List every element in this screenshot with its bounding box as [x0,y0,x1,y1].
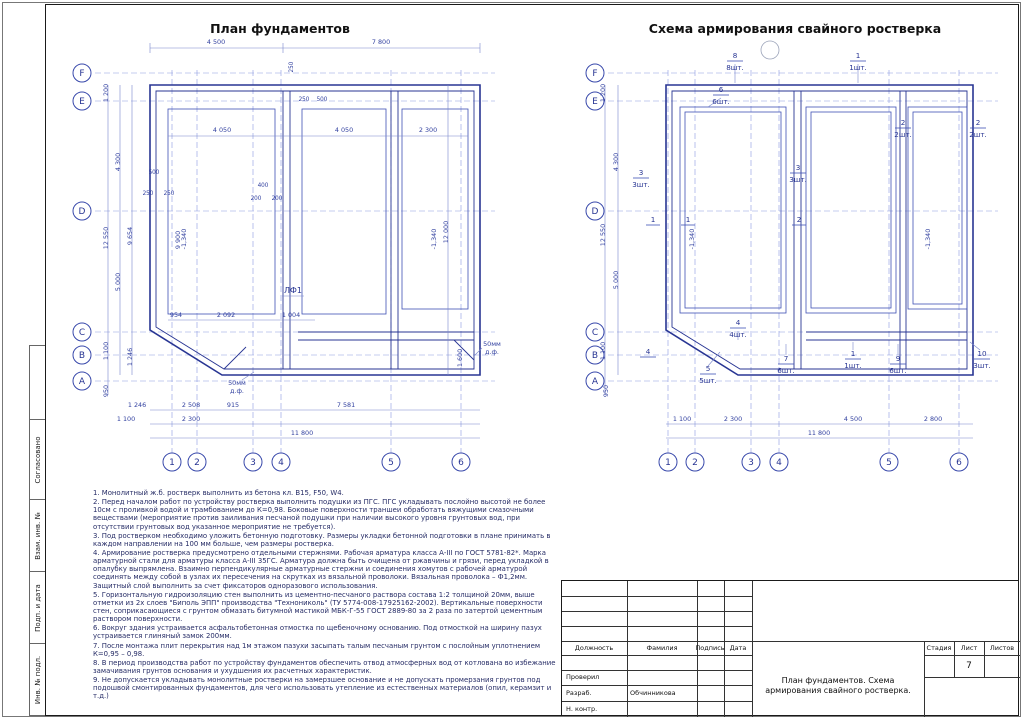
axis-bubble-label: D [78,207,86,217]
elevation-mark: -1,340 [430,228,438,250]
elevation-mark: -1,340 [688,228,696,250]
tb-sheets-label: Листов [989,644,1015,652]
callout-position: 2 [975,118,981,127]
position-mark: 2 [796,215,802,224]
callout-qty: 6шт. [777,366,795,375]
axis-bubble-label: 6 [956,458,962,468]
callout-qty: 4шт. [729,330,747,339]
tb-stage-label: Стадия [926,644,952,652]
dim-label: 500 [148,170,160,176]
tb-header-signature: Подпись [695,644,725,652]
dim-label: 5 000 [114,272,122,292]
side-label: Подп. и дата [33,583,42,632]
note-item: 9. Не допускается укладывать монолитные ростверки на замерзшее основание и не допускать промерзания грунтов под подошвой смонтированных фундаментов, для чего использовать утепление из естественных материалов (опил, керамзит и т.д.) [93,676,552,701]
callout-qty: 2шт. [969,130,987,139]
dim-label: 1 200 [102,83,110,103]
rebar-title: Схема армирования свайного ростверка [648,21,942,36]
dimension-lines [108,43,482,438]
axis-bubble-label: 2 [194,458,200,468]
side-cell-empty [30,346,45,420]
note-item: 7. После монтажа плит перекрытия над 1м этажом пазухи засыпать талым песчаным грунтом с послойным уплотнением К=0,95 – 0,98. [93,641,541,658]
callout-qty: 6шт. [889,366,907,375]
rebar-callout [699,364,717,385]
rebar-contours [680,41,967,313]
position-marks [646,215,806,225]
axis-bubble-label: 5 [886,458,892,468]
dim-label: 4 050 [212,126,232,134]
tb-role-designed: Разраб. [566,689,592,697]
side-stamp-strip [29,345,45,716]
side-cell-vzam [30,500,45,572]
rebar-callout [726,51,744,72]
foundation-inner-contours [168,109,468,314]
callout-position: 9 [895,354,901,363]
df-annotation: д.ф. [485,348,499,356]
dim-label: 2 508 [181,401,201,409]
side-cell-inv [30,644,45,716]
lf1-label: ЛФ1 [284,286,302,295]
dim-label: 12 550 [102,226,110,250]
dim-label: 1 100 [116,415,136,423]
axis-bubble-label: 6 [458,458,464,468]
callout-qty: 8шт. [726,63,744,72]
tb-header-date: Дата [729,644,747,652]
dim-label: 950 [602,384,610,398]
general-notes [93,489,558,702]
dim-label: 500 [316,97,328,103]
callout-qty: 3шт. [632,180,650,189]
dim-label: 250 [298,97,310,103]
position-mark: 1 [685,215,691,224]
rebar-callout [894,118,912,139]
callout-position: 1 [855,51,861,60]
axis-bubble-label: F [592,69,598,79]
dim-label: 4 050 [334,126,354,134]
rebar-callout [632,168,650,189]
callout-qty: 3шт. [973,361,991,370]
dim-label: 4 300 [114,152,122,172]
callout-position: 3 [638,168,644,177]
callout-position: 7 [783,354,789,363]
dim-label: 250 [142,191,154,197]
dim-label: 2 300 [418,126,438,134]
dimension-lines [605,64,980,438]
rebar-callout [777,354,795,375]
axis-bubble-label: 4 [278,458,284,468]
callout-qty: 1шт. [849,63,867,72]
callout-position: 1 [850,349,856,358]
tb-sheet-number: 7 [966,661,972,671]
dim-label: 9 654 [126,226,134,246]
rebar-callout [849,51,867,72]
rebar-callout [844,349,862,370]
dim-label: 2 300 [181,415,201,423]
callout-position: 10 [977,349,987,358]
note-item: 5. Горизонтальную гидроизоляцию стен выполнить из цементно-песчаного раствора состава 1:2 толщиной 20мм, выше отметки из 2х слоев "Биполь ЭПП" производства "Технониколь" (ТУ 5774-008-17925162-2002). Вертикальные поверхности стен, соприкасающиеся с грунтом обмазать битумной мастикой МБК-Г-55 ГОСТ 2889-80 за 2 раза по затертой цементным раствором поверхности. [93,590,543,624]
dim-label: 400 [257,183,269,189]
df-annotation: д.ф. [230,387,244,395]
note-item: 8. В период производства работ по устройству фундаментов обеспечить отвод атмосферных вод от котлована во избежание замачивания грунтов основания и ухудшения их расчетных характеристик. [93,658,556,675]
dim-label: 1 200 [599,83,607,103]
side-label: Согласовано [33,435,42,484]
callout-position: 4 [735,318,741,327]
tb-document-title: План фундаментов. Схема армирования свайного ростверка. [765,676,911,695]
dim-label: 954 [169,311,183,319]
axis-bubble-label: B [78,351,86,361]
axis-bubble-label: F [79,69,85,79]
axis-bubble-label: C [591,328,599,338]
tb-name-designed: Обчинникова [630,689,676,697]
callout-position: 4 [645,347,651,356]
elevation-mark: -1,340 [924,228,932,250]
dim-label: 7 800 [371,38,391,46]
rebar-callout [969,118,987,139]
axis-bubble-label: 5 [388,458,394,468]
note-item: 1. Монолитный ж.б. ростверк выполнить из бетона кл. В15, F50, W4. [93,489,344,497]
axis-bubbles [586,64,968,471]
note-item: 4. Армирование ростверка предусмотрено отдельными стержнями. Рабочая арматура класса А-III по ГОСТ 5781-82*. Марка арматурной стали для арматуры класса А-III 35ГС. Арматура должна быть очищена от ржавчины и грязи, перед укладкой в опалубку выпрямлена. Взаимно перпендикулярные арматурные стержни и соединения хомутов с рабочей арматурой соединять между собой в узлах их пересечения на скрутках из вязальной проволоки. Вязальная проволока – Ф1,2мм. Защитный слой выполнить за счет фиксаторов одноразового использования. [93,548,549,590]
callout-position: 3 [795,163,801,172]
side-cell-podp [30,572,45,644]
dim-label: 1 246 [127,401,147,409]
df-annotation: 50мм [483,340,501,348]
axis-bubble-label: D [591,207,599,217]
position-mark: 1 [650,215,656,224]
dim-label: 5 000 [612,270,620,290]
axis-bubble-label: E [79,97,85,107]
side-cell-agreed [30,420,45,500]
dim-label: 250 [289,61,295,73]
dim-label: 12 000 [442,220,450,244]
callout-qty: 6шт. [712,97,730,106]
foundation-plan-drawing [50,10,550,476]
axis-bubble-label: A [78,377,86,387]
axis-bubble-label: E [592,97,598,107]
tb-role-checked: Проверил [566,673,600,681]
dim-label: 250 [163,191,175,197]
rebar-callout [640,347,656,357]
dim-label: 200 [271,196,283,202]
axis-bubble-label: C [78,328,86,338]
dim-label: 915 [226,401,240,409]
dim-label: 7 581 [336,401,356,409]
rebar-callout [973,349,991,370]
tb-header-role: Должность [574,644,614,652]
dim-label: 1 004 [281,311,301,319]
plan-title: План фундаментов [210,21,350,36]
dim-label: 12 550 [599,223,607,247]
note-item: 6. Вокруг здания устраивается асфальтобетонная отмостка по щебеночному основанию. Под отмосткой на ширину пазух устраивается глиняный замок 200мм. [93,624,542,641]
callout-qty: 1шт. [844,361,862,370]
axis-bubble-label: 4 [776,458,782,468]
rebar-callout [889,354,907,375]
axis-bubble-label: A [591,377,599,387]
callout-position: 8 [732,51,738,60]
axis-bubble-label: 1 [169,458,175,468]
axis-bubble-label: B [591,351,599,361]
callout-qty: 3шт. [789,175,807,184]
dim-label: 2 092 [216,311,236,319]
elevation-mark: -1,340 [180,228,188,250]
title-block [561,580,1019,716]
tb-role-normcontrol: Н. контр. [566,705,598,713]
callout-position: 6 [718,85,724,94]
dim-label: 950 [102,384,110,398]
dim-label: 1 246 [126,347,134,367]
dim-label: 2 300 [723,415,743,423]
callout-position: 5 [705,364,711,373]
side-label: Инв. № подл. [33,655,42,705]
side-label: Взам. инв. № [33,511,42,560]
dim-label: 11 800 [807,429,831,437]
dim-label: 1 100 [102,341,110,361]
tb-sheet-label: Лист [960,644,978,652]
callout-qty: 5шт. [699,376,717,385]
dimension-labels [102,38,501,437]
dim-label: 4 300 [612,152,620,172]
dim-label: 1 100 [672,415,692,423]
note-item: 2. Перед началом работ по устройству ростверка выполнить подушки из ПГС. ПГС укладывать послойно высотой не более 10см с проливкой водой и трамбованием до К=0,98. Боковые поверхности траншеи обработать вяжущими смазочными веществами (мероприятие против заиливания песчаной подушки при наличии высокого уровня грунтовых вод, при отсутствии грунтовых вод указанное мероприятие не требуется). [93,498,546,531]
dim-label: 4 500 [206,38,226,46]
rebar-callout [789,163,807,184]
tb-header-name: Фамилия [646,644,678,652]
axis-bubble-label: 3 [250,458,256,468]
dim-label: 200 [250,196,262,202]
rebar-callout [729,318,747,339]
dim-label: 1 100 [599,341,607,361]
callout-qty: 2шт. [894,130,912,139]
dim-label: 9 900 [174,230,182,250]
axis-bubble-label: 1 [665,458,671,468]
note-item: 3. Под ростверком необходимо уложить бетонную подготовку. Размеры укладки бетонной подготовки в плане принимать в каждом направлении на 100 мм больше, чем размеры ростверка. [93,531,551,548]
rebar-scheme-drawing [558,10,1018,476]
dim-label: 4 500 [843,415,863,423]
dim-label: 2 800 [923,415,943,423]
df-annotation: 50мм [228,379,246,387]
callout-position: 2 [900,118,906,127]
rebar-callout [712,85,730,106]
dim-label: 1 600 [456,348,464,368]
axis-bubble-label: 3 [748,458,754,468]
dim-label: 11 800 [290,429,314,437]
axis-bubble-label: 2 [692,458,698,468]
